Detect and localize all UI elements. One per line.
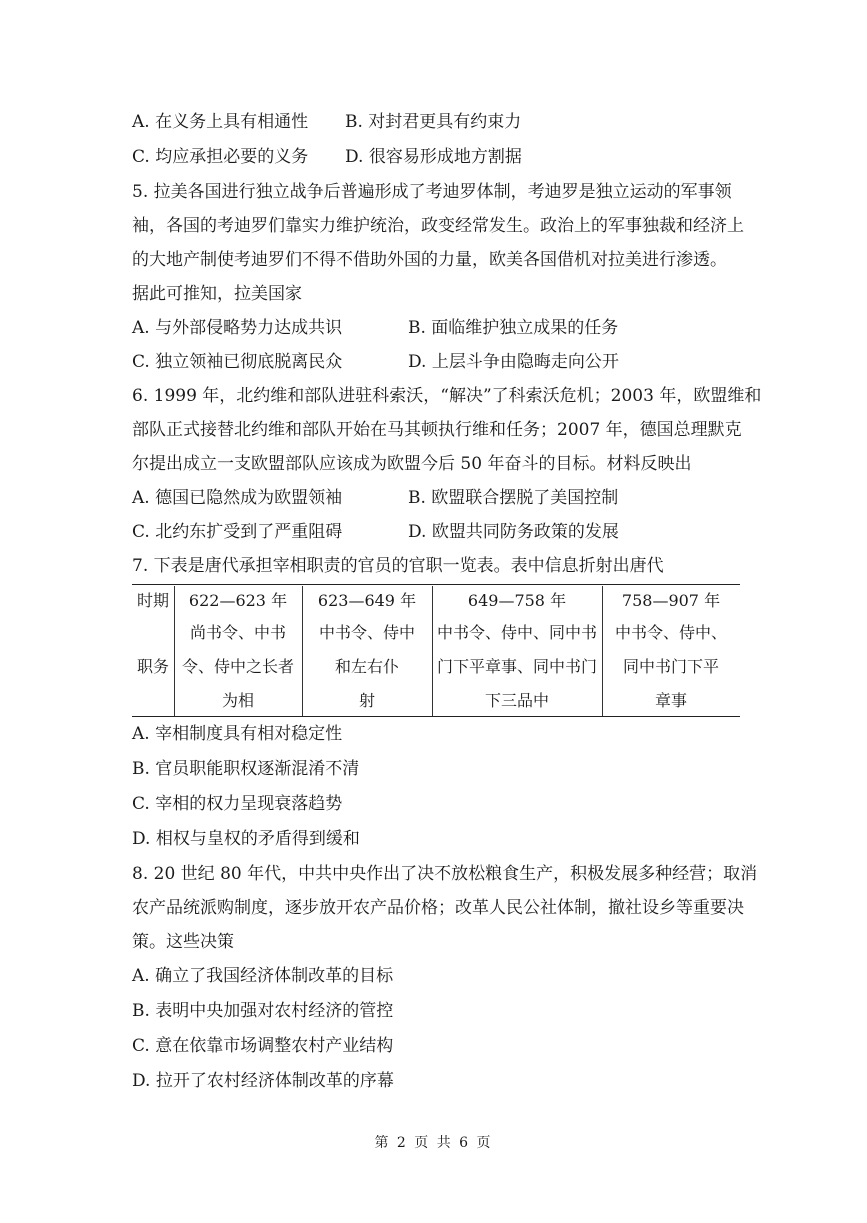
q4-option-b: B. 对封君更具有约束力 — [345, 112, 522, 132]
q7-stem: 7. 下表是唐代承担宰相职责的官员的官职一览表。表中信息折射出唐代 — [132, 556, 664, 576]
period-cell: 758—907 年 — [621, 591, 721, 610]
q5-stem-line-1: 5. 拉美各国进行独立战争后普遍形成了考迪罗体制，考迪罗是独立运动的军事领 — [132, 182, 732, 202]
q6-option-a: A. 德国已隐然成为欧盟领袖 — [132, 488, 343, 508]
q6-stem-line-3: 尔提出成立一支欧盟部队应该成为欧盟今后 50 年奋斗的目标。材料反映出 — [132, 454, 692, 474]
duty-cell-line: 中书令、侍中 — [318, 623, 415, 642]
q5-stem-line-4: 据此可推知，拉美国家 — [132, 284, 302, 304]
q5-option-b: B. 面临维护独立成果的任务 — [408, 318, 619, 338]
duty-cell-line: 中书令、侍中、 — [614, 623, 727, 642]
q7-option-c: C. 宰相的权力呈现衰落趋势 — [132, 794, 343, 814]
period-cell: 649—758 年 — [467, 591, 567, 610]
q8-option-b: B. 表明中央加强对农村经济的管控 — [132, 1001, 394, 1021]
q4-option-c: C. 均应承担必要的义务 — [132, 147, 309, 167]
q5-stem-line-3: 的大地产制使考迪罗们不得不借助外国的力量，欧美各国借机对拉美进行渗透。 — [132, 250, 727, 270]
page-number-footer: 第 2 页 共 6 页 — [374, 1135, 493, 1151]
duty-cell-line: 尚书令、中书 — [189, 623, 286, 642]
q6-stem-line-1: 6. 1999 年，北约维和部队进驻科索沃，“解决”了科索沃危机；2003 年，欧盟维和 — [132, 386, 762, 406]
duty-cell-line: 门下平章事、同中书门 — [436, 657, 597, 676]
period-cell: 623—649 年 — [317, 591, 417, 610]
row-header-duty: 职务 — [136, 657, 169, 676]
duty-cell-line: 令、侍中之长者 — [181, 657, 294, 676]
q6-stem-line-2: 部队正式接替北约维和部队开始在马其顿执行维和任务；2007 年，德国总理默克 — [132, 420, 742, 440]
duty-cell-line: 射 — [358, 691, 375, 710]
duty-cell-line: 同中书门下平 — [622, 657, 719, 676]
q5-option-d: D. 上层斗争由隐晦走向公开 — [408, 352, 619, 372]
duty-cell-line: 下三品中 — [484, 691, 549, 710]
q6-option-c: C. 北约东扩受到了严重阻碍 — [132, 522, 343, 542]
q5-stem-line-2: 袖，各国的考迪罗们靠实力维护统治，政变经常发生。政治上的军事独裁和经济上 — [132, 216, 744, 236]
duty-cell-line: 为相 — [221, 691, 254, 710]
duty-cell-line: 和左右仆 — [334, 657, 399, 676]
duty-cell-line: 章事 — [654, 691, 687, 710]
q7-option-a: A. 宰相制度具有相对稳定性 — [132, 724, 343, 744]
q7-option-b: B. 官员职能职权逐渐混淆不清 — [132, 759, 360, 779]
q7-option-d: D. 相权与皇权的矛盾得到缓和 — [132, 829, 360, 849]
q4-option-d: D. 很容易形成地方割据 — [345, 147, 522, 167]
q5-option-c: C. 独立领袖已彻底脱离民众 — [132, 352, 343, 372]
q8-option-a: A. 确立了我国经济体制改革的目标 — [132, 966, 394, 986]
q8-stem-line-3: 策。这些决策 — [132, 932, 234, 952]
period-cell: 622—623 年 — [188, 591, 288, 610]
q8-stem-line-2: 农产品统派购制度，逐步放开农产品价格；改革人民公社体制，撤社设乡等重要决 — [132, 898, 744, 918]
q8-option-d: D. 拉开了农村经济体制改革的序幕 — [132, 1071, 394, 1091]
q8-option-c: C. 意在依靠市场调整农村产业结构 — [132, 1036, 394, 1056]
tang-chancellor-table — [132, 584, 740, 718]
q6-option-d: D. 欧盟共同防务政策的发展 — [408, 522, 619, 542]
q8-stem-line-1: 8. 20 世纪 80 年代，中共中央作出了决不放松粮食生产，积极发展多种经营；取消 — [132, 864, 758, 884]
q5-option-a: A. 与外部侵略势力达成共识 — [132, 318, 343, 338]
q4-option-a: A. 在义务上具有相通性 — [132, 112, 309, 132]
row-header-period: 时期 — [136, 591, 169, 610]
duty-cell-line: 中书令、侍中、同中书 — [436, 623, 597, 642]
q6-option-b: B. 欧盟联合摆脱了美国控制 — [408, 488, 619, 508]
